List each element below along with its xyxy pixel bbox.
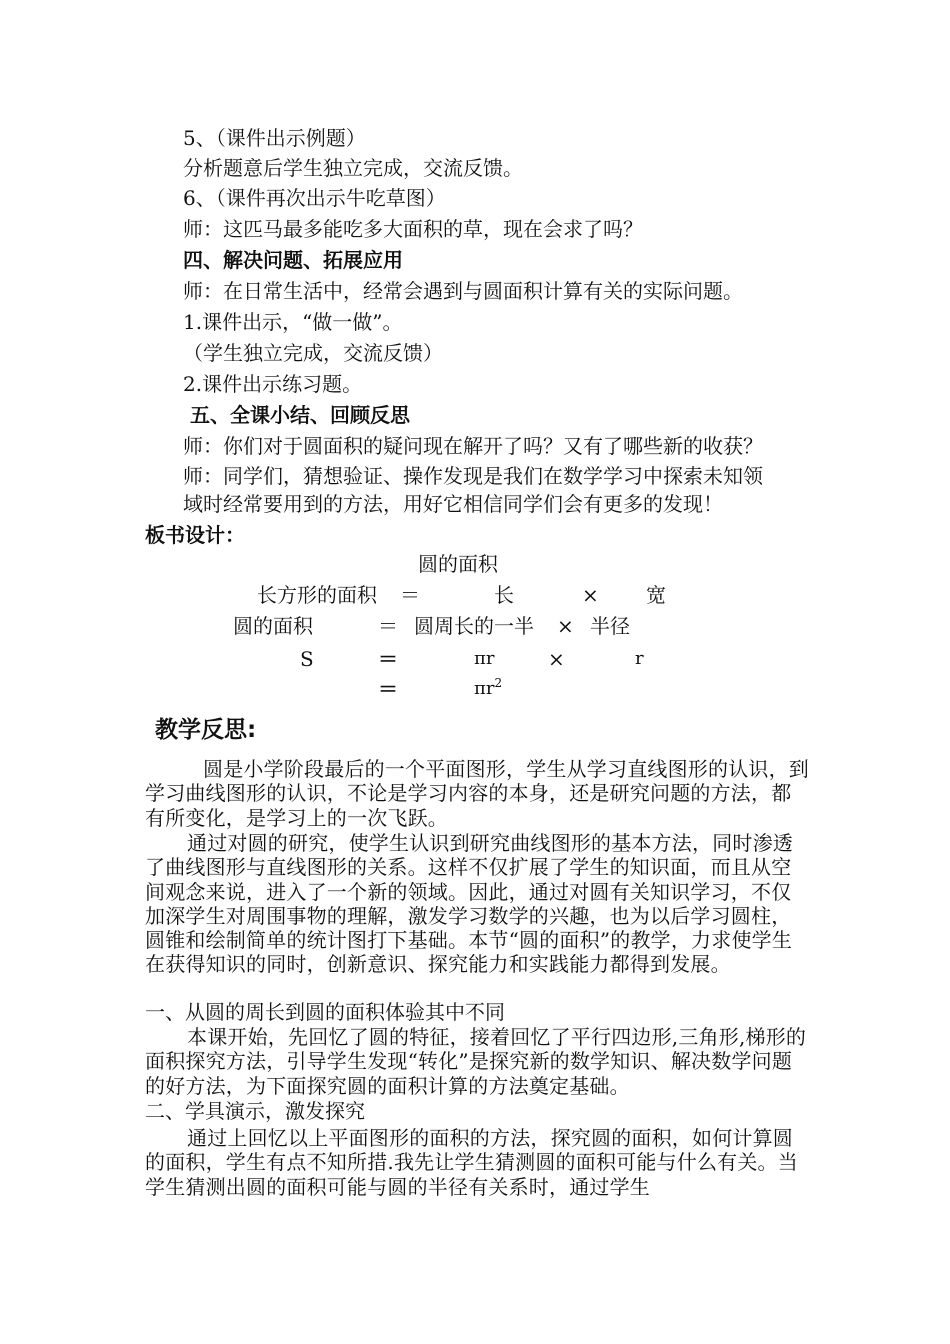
- equals-sign: ＝: [378, 647, 398, 671]
- section-4-item-1: 1.课件出示，“做一做”。: [183, 310, 403, 334]
- board-factor-b: 宽: [646, 583, 666, 607]
- section-5-teacher-line-2b: 域时经常要用到的方法，用好它相信同学们会有更多的发现！: [183, 492, 723, 516]
- section-4-item-1-note: （学生独立完成，交流反馈）: [183, 341, 443, 365]
- reflection-heading: 教学反思:: [155, 717, 257, 743]
- reflection-paragraph-1: 圆是小学阶段最后的一个平面图形，学生从学习直线图形的认识，到学习曲线图形的认识，不论是学习内容的本身，还是研究问题的方法，都有所变化，是学习上的一次飞跃。: [145, 757, 809, 830]
- equals-sign: ＝: [400, 583, 420, 607]
- board-factor-a: πr: [474, 648, 495, 669]
- section-4-title: 四、解决问题、拓展应用: [183, 248, 403, 272]
- reflection-subheading-1: 一、从圆的周长到圆的面积体验其中不同: [145, 1000, 505, 1024]
- board-factor-b: r: [635, 648, 644, 669]
- board-design-heading: 板书设计：: [145, 523, 245, 547]
- step-5-text: 分析题意后学生独立完成，交流反馈。: [183, 156, 523, 180]
- equals-sign: ＝: [378, 614, 398, 638]
- step-6-heading: 6、（课件再次出示牛吃草图）: [183, 186, 446, 210]
- reflection-paragraph-4: 通过上回忆以上平面图形的面积的方法，探究圆的面积，如何计算圆的面积，学生有点不知所措.我先让学生猜测圆的面积可能与什么有关。当学生猜测出圆的面积可能与圆的半径有关系时，通过学生: [145, 1126, 798, 1199]
- reflection-subheading-2: 二、学具演示，激发探究: [145, 1099, 365, 1123]
- equals-sign: ＝: [378, 677, 398, 701]
- board-row-label: 圆的面积: [233, 614, 313, 638]
- board-factor-a: 圆周长的一半: [414, 614, 534, 638]
- exponent: 2: [494, 676, 503, 690]
- board-row-label: S: [300, 647, 314, 671]
- section-5-teacher-line-1: 师：你们对于圆面积的疑问现在解开了吗？又有了哪些新的收获？: [183, 434, 763, 458]
- board-factor-b: 半径: [590, 614, 630, 638]
- times-sign: ×: [582, 583, 599, 607]
- reflection-paragraph-2: 通过对圆的研究，使学生认识到研究曲线图形的基本方法，同时渗透了曲线图形与直线图形的关系。这样不仅扩展了学生的知识面，而且从空间观念来说，进入了一个新的领域。因此，通过对圆有关知识学习，不仅加深学生对周围事物的理解，激发学习数学的兴趣，也为以后学习圆柱，圆锥和绘制简单的统计图打下基础。本节“圆的面积”的教学，力求使学生在获得知识的同时，创新意识、探究能力和实践能力都得到发展。: [145, 831, 793, 977]
- section-5-title: 五、全课小结、回顾反思: [190, 403, 410, 427]
- times-sign: ×: [548, 647, 565, 671]
- section-4-item-2: 2.课件出示练习题。: [183, 372, 363, 396]
- section-4-teacher-line: 师：在日常生活中，经常会遇到与圆面积计算有关的实际问题。: [183, 279, 743, 303]
- pi-r: πr: [474, 678, 495, 699]
- section-5-teacher-line-2a: 师：同学们，猜想验证、操作发现是我们在数学学习中探索未知领: [183, 464, 763, 488]
- step-6-text: 师：这匹马最多能吃多大面积的草，现在会求了吗？: [183, 217, 643, 241]
- board-result: [474, 675, 502, 703]
- board-factor-a: 长: [494, 583, 514, 607]
- step-5-heading: 5、（课件出示例题）: [183, 126, 366, 150]
- board-row-label: 长方形的面积: [257, 583, 377, 607]
- times-sign: ×: [557, 614, 574, 638]
- reflection-paragraph-3: 本课开始，先回忆了圆的特征，接着回忆了平行四边形,三角形,梯形的面积探究方法，引导学生发现“转化”是探究新的数学知识、解决数学问题的好方法，为下面探究圆的面积计算的方法奠定基础。: [145, 1025, 807, 1098]
- board-title: 圆的面积: [418, 552, 498, 576]
